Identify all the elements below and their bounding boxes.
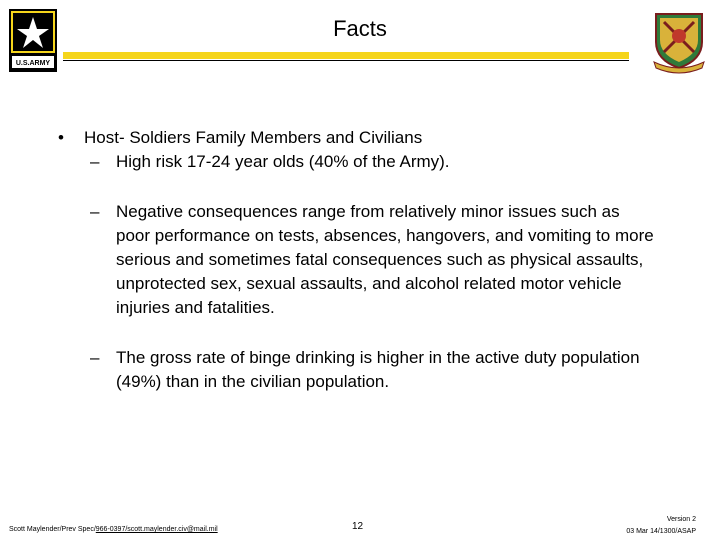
dash-marker: – [90, 152, 100, 171]
sub-item-text: High risk 17-24 year olds (40% of the Army). [116, 152, 450, 171]
sub-item [90, 150, 658, 174]
unit-crest-emblem [646, 8, 712, 74]
sub-item-text: Negative consequences range from relatively minor issues such as poor performance on tests, absences, hangovers, and vomiting to more serious and sometimes fatal consequences such as physical assaults, unprotected sex, sexual assaults, and alcohol related motor vehicle injuries and fatalities. [116, 202, 654, 317]
header-rule-line [63, 60, 629, 61]
main-bullet-text: Host- Soldiers Family Members and Civilians [84, 128, 423, 147]
sub-item-text: The gross rate of binge drinking is higher in the active duty population (49%) than in the civilian population. [116, 348, 640, 391]
page-number: 12 [352, 521, 364, 532]
sub-item [90, 200, 658, 320]
main-bullet [58, 126, 658, 150]
sub-item [90, 346, 658, 394]
footer-version-info [626, 514, 696, 538]
footer-author-prefix: Scott Maylender/Prev Spec/ [9, 526, 96, 533]
dash-marker: – [90, 348, 100, 367]
footer-date-tag: 03 Mar 14/1300/ASAP [626, 528, 696, 535]
bullet-marker: • [58, 128, 64, 147]
dash-marker: – [90, 202, 100, 221]
page-title: Facts [333, 16, 387, 41]
footer-author-contact-link[interactable]: 966-0397/scott.maylender.civ@mail.mil [95, 526, 218, 533]
logo-text: U.S.ARMY [15, 60, 51, 67]
header-rule [63, 52, 629, 59]
slide-content [58, 126, 658, 394]
footer-author [9, 526, 218, 533]
footer-version: Version 2 [666, 516, 696, 523]
